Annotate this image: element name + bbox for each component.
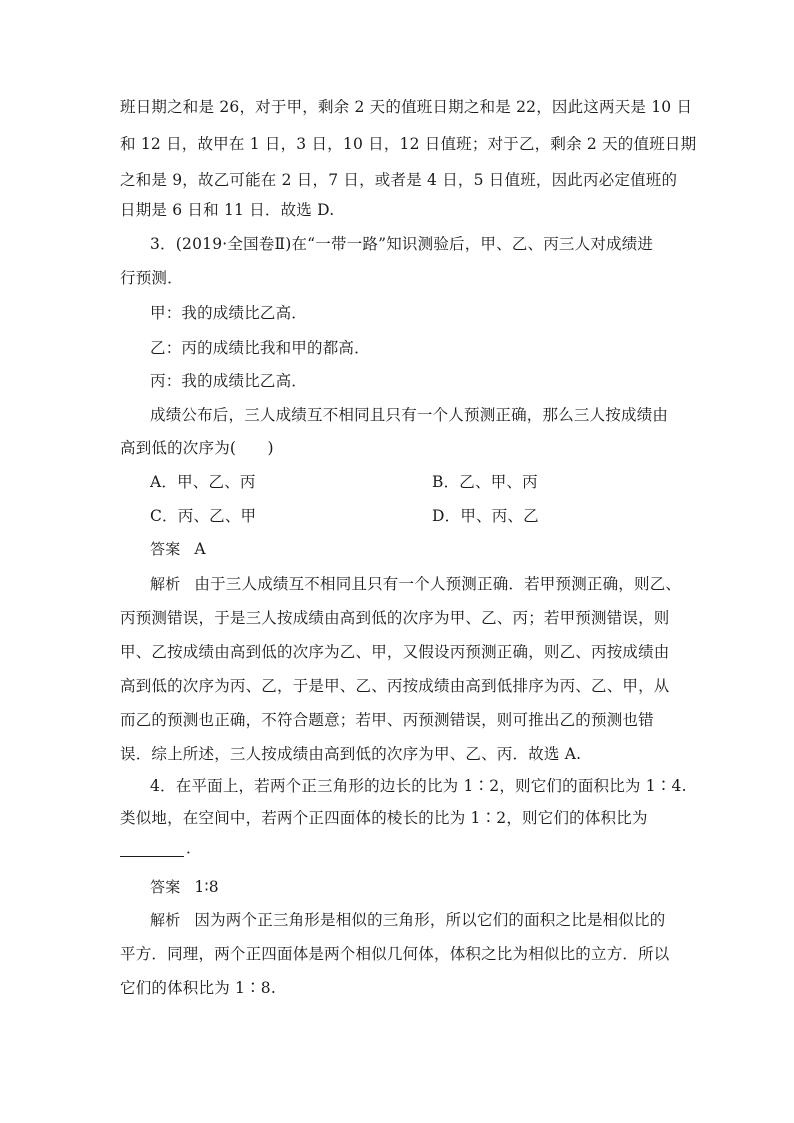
analysis-3-line: 甲、乙按成绩由高到低的次序为乙、甲，又假设丙预测正确，则乙、丙按成绩由 — [120, 643, 670, 661]
answer-3 — [150, 539, 680, 559]
answer-4 — [150, 877, 680, 897]
blank-end-punctuation: ． — [186, 839, 202, 857]
analysis-3-line — [150, 574, 680, 594]
question-3-stem: 3．(2019·全国卷Ⅱ)在“一带一路”知识测验后，甲、乙、丙三人对成绩进 — [150, 235, 654, 253]
analysis-3-line: 丙预测错误，于是三人按成绩由高到低的次序为甲、乙、丙；若甲预测错误，则 — [120, 609, 670, 627]
analysis-text: 因为两个正三角形是相似的三角形，所以它们的面积之比是相似比的 — [194, 911, 666, 929]
analysis-label: 解析 — [150, 911, 181, 929]
analysis-3-line: 高到低的次序为丙、乙，于是甲、乙、丙按成绩由高到低排序为丙、乙、甲，从 — [120, 677, 670, 695]
option-b: B．乙、甲、丙 — [432, 473, 538, 491]
analysis-4-line: 平方．同理，两个正四面体是两个相似几何体，体积之比为相似比的立方．所以 — [120, 945, 670, 963]
text-line: 日期是 6 日和 11 日．故选 D. — [120, 201, 335, 219]
answer-value: A — [194, 540, 206, 558]
statement-yi: 乙：丙的成绩比我和甲的都高． — [150, 339, 370, 357]
option-a: A．甲、乙、丙 — [150, 473, 256, 491]
analysis-4-line: 它们的体积比为 1∶8. — [120, 979, 276, 997]
text-line: 和 12 日，故甲在 1 日，3 日，10 日，12 日值班；对于乙，剩余 2 天的值班日期 — [120, 135, 697, 153]
answer-label: 答案 — [150, 878, 181, 896]
analysis-3-line: 而乙的预测也正确，不符合题意；若甲、丙预测错误，则可推出乙的预测也错 — [120, 711, 654, 729]
question-4-stem: 类似地，在空间中，若两个正四面体的棱长的比为 1∶2，则它们的体积比为 — [120, 809, 648, 827]
analysis-text: 由于三人成绩互不相同且只有一个人预测正确．若甲预测正确，则乙、 — [194, 575, 682, 593]
question-3-prompt: 成绩公布后，三人成绩互不相同且只有一个人预测正确，那么三人按成绩由 — [150, 406, 669, 424]
analysis-label: 解析 — [150, 575, 181, 593]
question-3-prompt: 高到低的次序为( ) — [120, 439, 274, 457]
statement-jia: 甲：我的成绩比乙高． — [150, 304, 308, 322]
text-line: 班日期之和是 26，对于甲，剩余 2 天的值班日期之和是 22，因此这两天是 10 日 — [120, 98, 693, 116]
text-line: 之和是 9，故乙可能在 2 日，7 日，或者是 4 日，5 日值班，因此丙必定值班的 — [120, 171, 678, 189]
answer-value: 1∶8 — [194, 878, 219, 896]
answer-blank — [120, 856, 184, 857]
question-3-stem: 行预测． — [120, 269, 183, 287]
statement-bing: 丙：我的成绩比乙高． — [150, 372, 308, 390]
answer-label: 答案 — [150, 540, 181, 558]
option-d: D．甲、丙、乙 — [432, 507, 539, 525]
option-c: C．丙、乙、甲 — [150, 507, 257, 525]
analysis-4-line — [150, 910, 680, 930]
question-4-stem: 4．在平面上，若两个正三角形的边长的比为 1∶2，则它们的面积比为 1∶4. — [150, 777, 687, 795]
analysis-3-line: 误．综上所述，三人按成绩由高到低的次序为甲、乙、丙．故选 A. — [120, 745, 582, 763]
